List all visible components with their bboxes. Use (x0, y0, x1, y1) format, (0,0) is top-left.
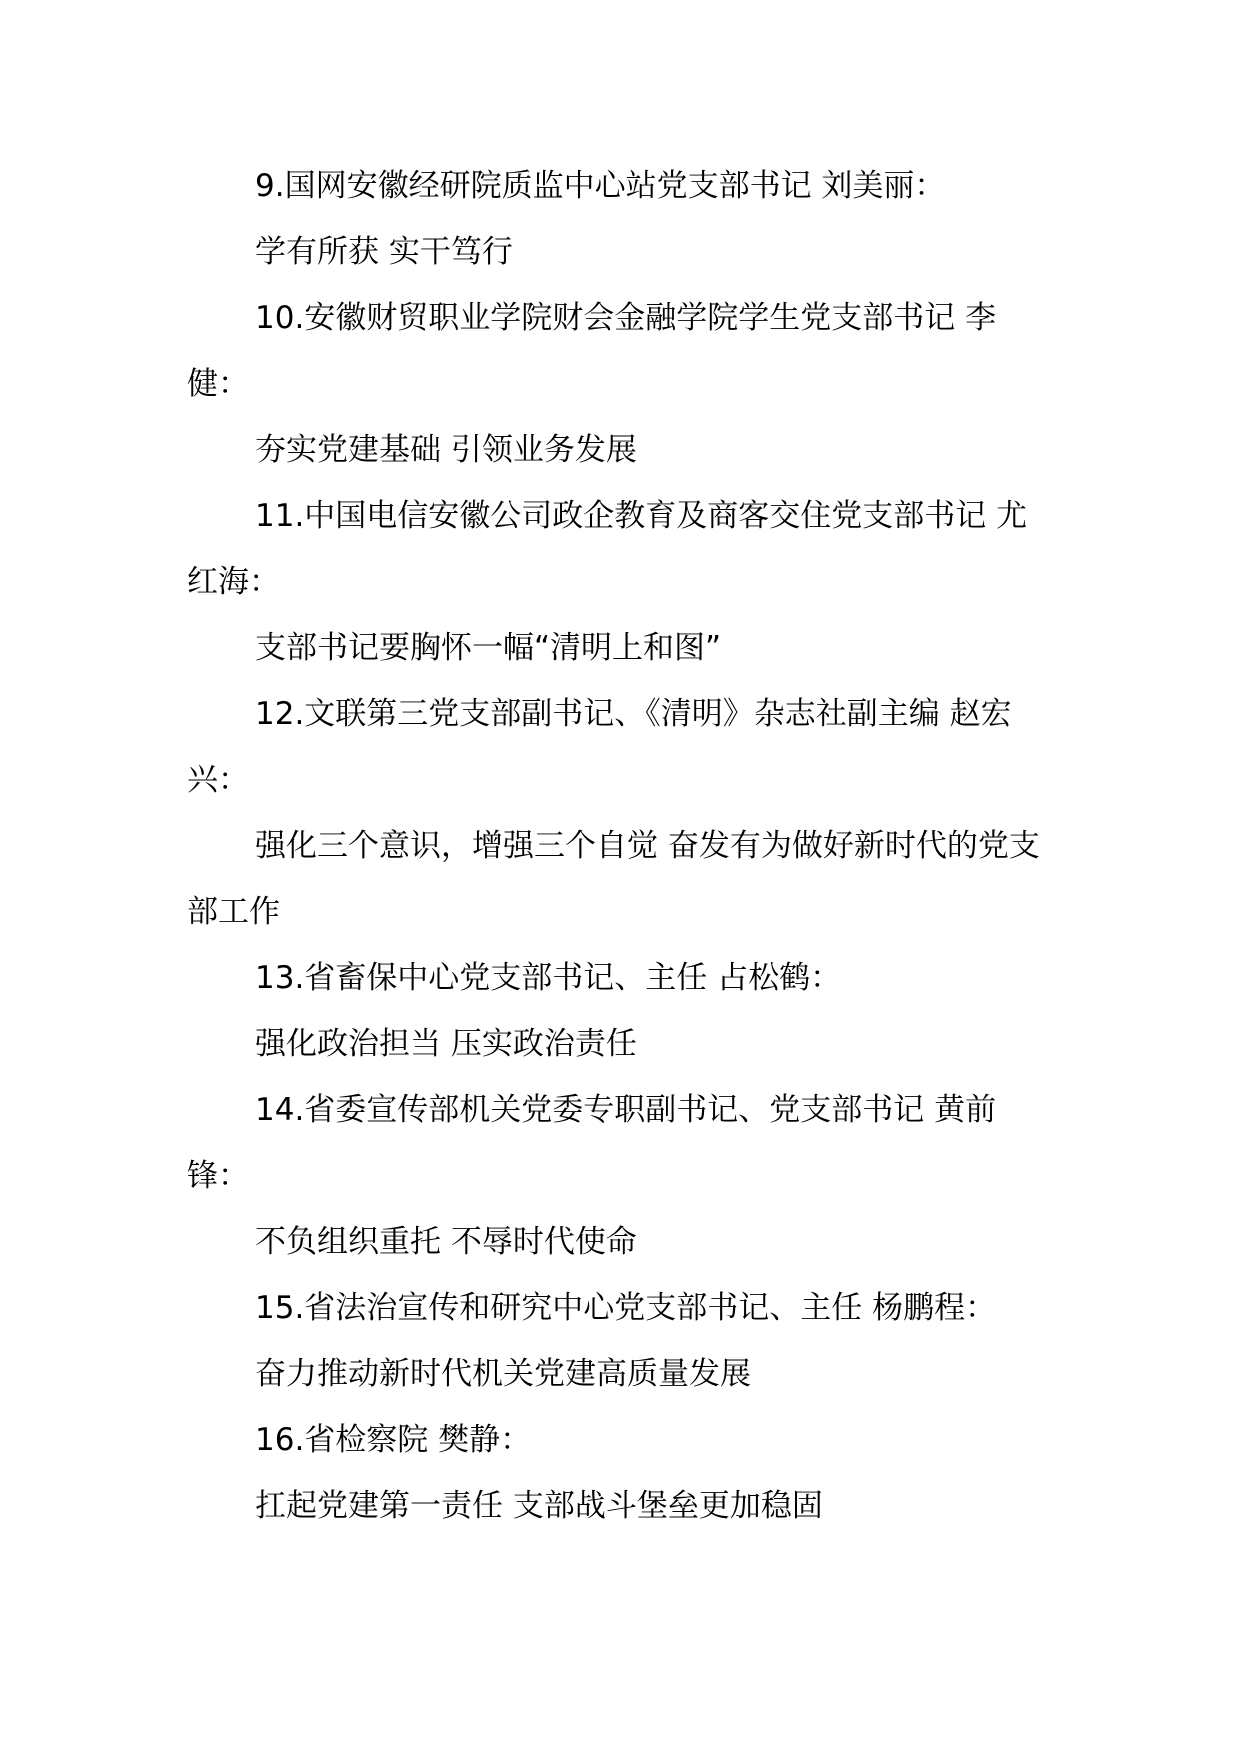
item-subtitle: 不负组织重托 不辱时代使命 (255, 1224, 637, 1260)
item-heading: 11.中国电信安徽公司政企教育及商客交住党支部书记 尤红海： (187, 498, 1028, 600)
item-subtitle: 奋力推动新时代机关党建高质量发展 (255, 1356, 751, 1392)
item-subtitle: 强化政治担当 压实政治责任 (255, 1026, 637, 1062)
document-body (187, 153, 1057, 1539)
item-heading: 12.文联第三党支部副书记、《清明》杂志社副主编 赵宏兴： (187, 696, 1012, 798)
item-heading: 15.省法治宣传和研究中心党支部书记、主任 杨鹏程： (255, 1290, 997, 1326)
item-subtitle: 支部书记要胸怀一幅“清明上和图” (255, 630, 722, 666)
item-subtitle: 学有所获 实干笃行 (255, 234, 513, 270)
item-heading: 9.国网安徽经研院质监中心站党支部书记 刘美丽： (255, 168, 946, 204)
item-heading: 10.安徽财贸职业学院财会金融学院学生党支部书记 李健： (187, 300, 997, 402)
item-subtitle: 强化三个意识，增强三个自觉 奋发有为做好新时代的党支部工作 (187, 828, 1040, 930)
item-subtitle: 扛起党建第一责任 支部战斗堡垒更加稳固 (255, 1488, 823, 1524)
item-heading: 14.省委宣传部机关党委专职副书记、党支部书记 黄前锋： (187, 1092, 997, 1194)
item-heading: 13.省畜保中心党支部书记、主任 占松鹤： (255, 960, 842, 996)
item-heading: 16.省检察院 樊静： (255, 1422, 532, 1458)
item-subtitle: 夯实党建基础 引领业务发展 (255, 432, 637, 468)
